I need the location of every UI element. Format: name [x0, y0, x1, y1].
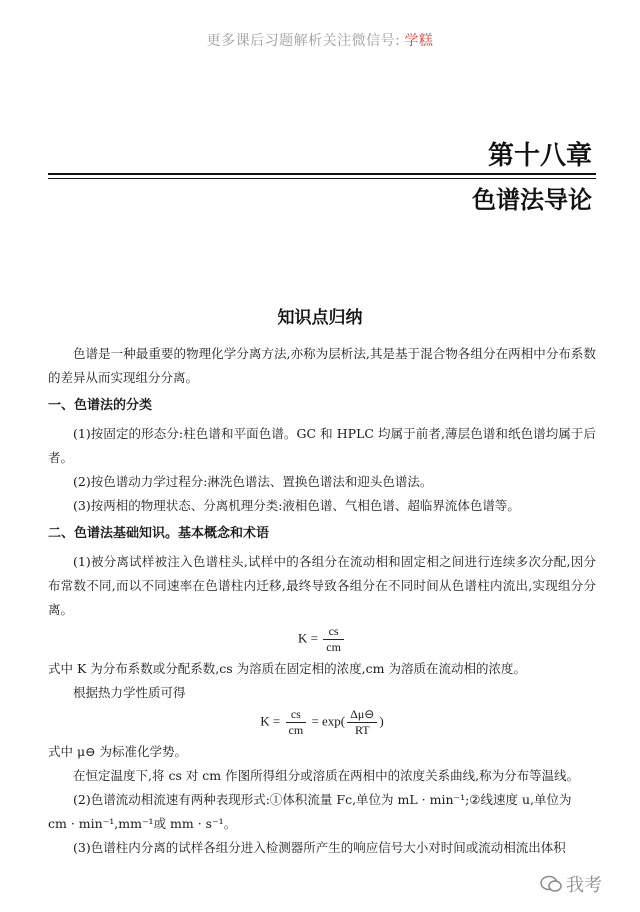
section2-paragraph-2: 在恒定温度下,将 cs 对 cm 作图所得组分或溶质在两相中的浓度关系曲线,称为分布等温线。: [73, 768, 580, 783]
eq2-note: 式中 μ⊖ 为标准化学势。: [48, 744, 188, 759]
section-heading-2: 二、色谱法基础知识。基本概念和术语: [48, 526, 270, 541]
section2-paragraph-3b: cm · min⁻¹,mm⁻¹或 mm · s⁻¹。: [48, 816, 237, 831]
watermark-text: 更多课后习题解析关注微信号:: [206, 33, 401, 49]
title-rule-thin: [48, 178, 596, 179]
section2-paragraph-3: (2)色谱流动相流速有两种表现形式:①体积流量 Fc,单位为 mL · min⁻¹;②线速度 u,单位为: [73, 792, 572, 807]
eq2-end: ): [379, 713, 384, 729]
eq2-lhs: K =: [260, 713, 281, 729]
intro-paragraph: 色谱是一种最重要的物理化学分离方法,亦称为层析法,其是基于混合物各组分在两相中分布系数的差异从而实现组分分离。: [48, 346, 596, 385]
chapter-title: 色谱法导论: [472, 186, 592, 214]
watermark-accent: 学糕: [404, 33, 434, 49]
eq2-denominator-1: cm: [288, 723, 304, 737]
eq1-fraction: [323, 624, 344, 655]
equation-distribution-coefficient: [48, 624, 596, 655]
section-heading-1: 一、色谱法的分类: [48, 398, 153, 413]
page-body: [48, 342, 596, 860]
equation-thermodynamic: [48, 707, 596, 738]
chapter-number: 第十八章: [487, 141, 592, 171]
thermo-lead: 根据热力学性质可得: [73, 685, 186, 700]
eq2-fraction-2: [347, 707, 377, 738]
eq1-lhs: K =: [298, 630, 319, 646]
section1-item-3: (3)按两相的物理状态、分离机理分类:液相色谱、气相色谱、超临界流体色谱等。: [73, 498, 520, 513]
section1-item-1: (1)按固定的形态分:柱色谱和平面色谱。GC 和 HPLC 均属于前者,薄层色谱和纸色谱均属于后者。: [48, 426, 596, 465]
eq1-note: 式中 K 为分布系数或分配系数,cs 为溶质在固定相的浓度,cm 为溶质在流动相的浓度。: [48, 661, 526, 676]
watermark: [0, 30, 640, 50]
section1-item-2: (2)按色谱动力学过程分:淋洗色谱法、置换色谱法和迎头色谱法。: [73, 474, 433, 489]
eq2-fraction-1: [286, 707, 307, 738]
corner-watermark: [540, 871, 602, 897]
section2-paragraph-1: (1)被分离试样被注入色谱柱头,试样中的各组分在流动相和固定相之间进行连续多次分配,因分布常数不同,而以不同速率在色谱柱内迁移,最终导致各组分在不同时间从色谱柱内流出,实现组分分离。: [48, 554, 596, 617]
corner-watermark-text: 我考: [566, 875, 602, 896]
eq2-denominator-2: RT: [354, 723, 370, 737]
title-rule-thick: [48, 173, 596, 175]
summary-heading: 知识点归纳: [277, 308, 363, 328]
eq1-numerator: cs: [323, 624, 344, 640]
eq1-denominator: cm: [326, 640, 341, 654]
eq2-numerator-2: Δμ⊖: [347, 707, 377, 723]
section2-paragraph-4: (3)色谱柱内分离的试样各组分进入检测器所产生的响应信号大小对时间或流动相流出体积: [73, 840, 566, 855]
eq2-mid: = exp(: [311, 713, 346, 729]
eq2-numerator-1: cs: [286, 707, 307, 723]
chat-bubble-icon: [540, 875, 562, 893]
